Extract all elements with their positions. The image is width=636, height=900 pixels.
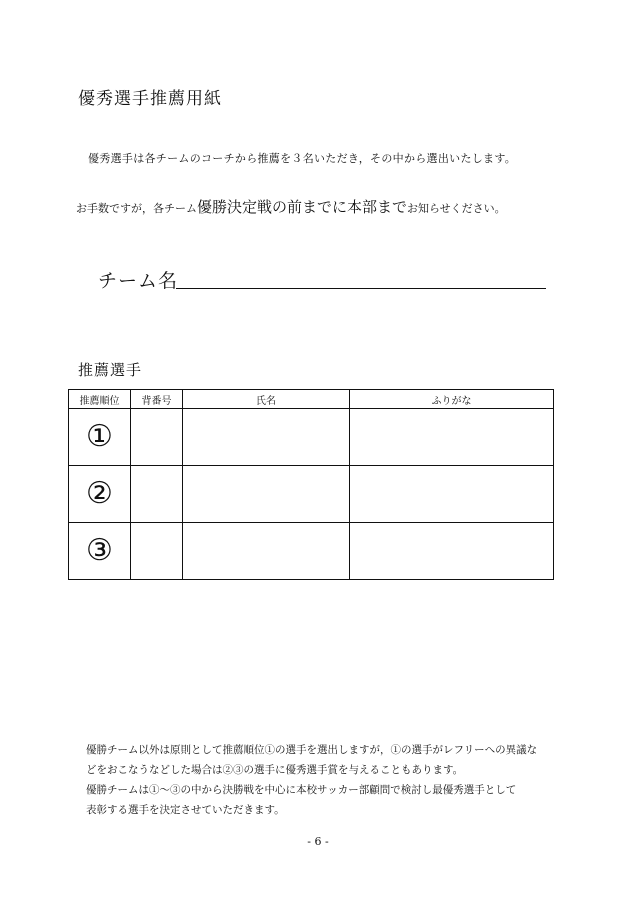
page-number: - 6 -: [307, 835, 329, 848]
header-furigana: ふりがな: [350, 390, 554, 409]
deadline-emphasis: 優勝決定戦の前までに本部まで: [197, 198, 408, 216]
rank-cell: ①: [69, 409, 131, 466]
notes: [86, 740, 556, 820]
name-cell[interactable]: [183, 466, 350, 523]
table-header-row: [69, 390, 554, 409]
furigana-cell[interactable]: [350, 466, 554, 523]
recommendation-table: [68, 389, 554, 580]
rank-cell: ③: [69, 523, 131, 580]
rank-cell: ②: [69, 466, 131, 523]
header-rank: 推薦順位: [69, 390, 131, 409]
deadline-prefix: お手数ですが，各チーム: [76, 202, 197, 215]
recommended-players-heading: 推薦選手: [78, 361, 143, 379]
table-row: [69, 523, 554, 580]
deadline-suffix: お知らせください。: [407, 202, 506, 215]
team-name-field-line[interactable]: [176, 288, 546, 289]
header-name: 氏名: [183, 390, 350, 409]
header-jersey-number: 背番号: [131, 390, 183, 409]
jersey-number-cell[interactable]: [131, 466, 183, 523]
name-cell[interactable]: [183, 409, 350, 466]
jersey-number-cell[interactable]: [131, 523, 183, 580]
intro-text: 優秀選手は各チームのコーチから推薦を３名いただき，その中から選出いたします。: [88, 152, 517, 165]
page-title: 優秀選手推薦用紙: [78, 89, 222, 109]
table-row: [69, 409, 554, 466]
jersey-number-cell[interactable]: [131, 409, 183, 466]
deadline-text: [76, 196, 506, 217]
note-line: 優勝チームは①～③の中から決勝戦を中心に本校サッカー部顧問で検討し最優秀選手として: [86, 784, 517, 796]
note-line: 優勝チーム以外は原則として推薦順位①の選手を選出しますが，①の選手がレフリーへの異議な: [86, 744, 538, 756]
furigana-cell[interactable]: [350, 409, 554, 466]
note-line: どをおこなうなどした場合は②③の選手に優秀選手賞を与えることもあります。: [86, 764, 464, 776]
team-name-label: チーム名: [98, 270, 179, 292]
note-line: 表彰する選手を決定させていただきます。: [86, 804, 285, 816]
table-row: [69, 466, 554, 523]
name-cell[interactable]: [183, 523, 350, 580]
furigana-cell[interactable]: [350, 523, 554, 580]
